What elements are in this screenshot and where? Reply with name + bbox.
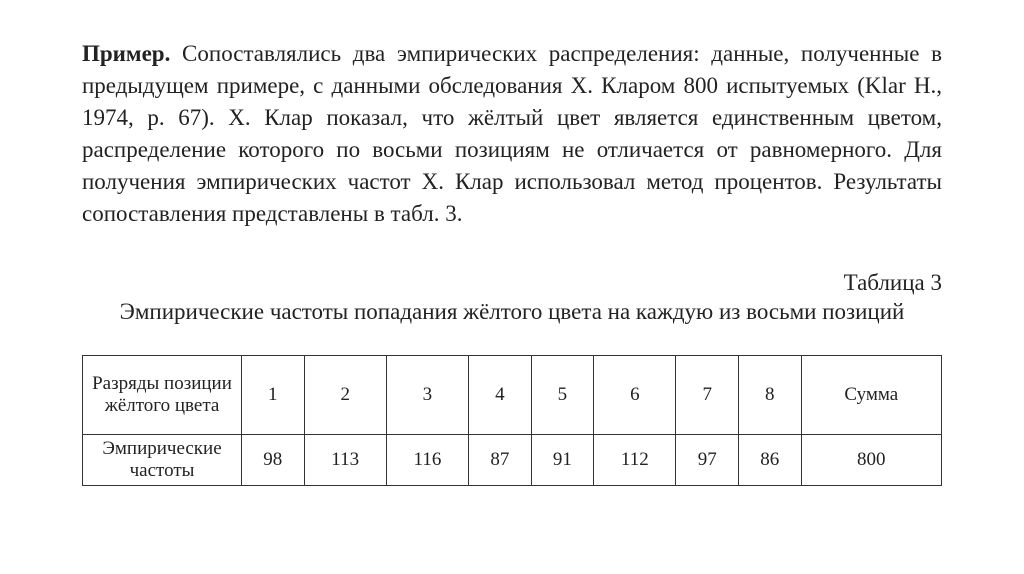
table-cell-sum-value: 800 [801,435,941,486]
table-cell: 86 [739,435,802,486]
table-cell: 87 [469,435,532,486]
example-label: Пример. [82,41,171,66]
row-header-positions: Разряды позиции жёлтого цвета [83,356,242,435]
table-cell: 1 [242,356,305,435]
table-cell: 6 [594,356,676,435]
table-cell: 113 [304,435,386,486]
table-cell: 112 [594,435,676,486]
table-cell: 116 [386,435,468,486]
table-cell: 97 [676,435,739,486]
row-header-frequencies: Эмпирические частоты [83,435,242,486]
table-cell-sum-header: Сумма [801,356,941,435]
table-cell: 4 [469,356,532,435]
table-row-frequencies [83,435,942,486]
table-cell: 7 [676,356,739,435]
table-title: Эмпирические частоты попадания жёлтого цвета на каждую из восьми позиций [119,299,905,324]
example-text: Сопоставлялись два эмпирических распределения: данные, полученные в предыдущем примере, с данными обследования Х. Кларом 800 испытуемых (Klar H., 1974, p. 67). Х. Клар показал, что жёлтый цвет является единственным цветом, распределение которого по восьми позициям не отличается от равномерного. Для получения эмпирических частот Х. Клар использовал метод процентов. Результаты сопоставления представлены в табл. 3. [82,41,942,226]
table-number: Таблица 3 [843,270,942,295]
table-cell: 2 [304,356,386,435]
table-row-positions [83,356,942,435]
example-paragraph [82,38,942,230]
table-cell: 98 [242,435,305,486]
table-cell: 8 [739,356,802,435]
table-cell: 5 [531,356,594,435]
table-cell: 91 [531,435,594,486]
frequency-table [82,355,942,486]
table-cell: 3 [386,356,468,435]
